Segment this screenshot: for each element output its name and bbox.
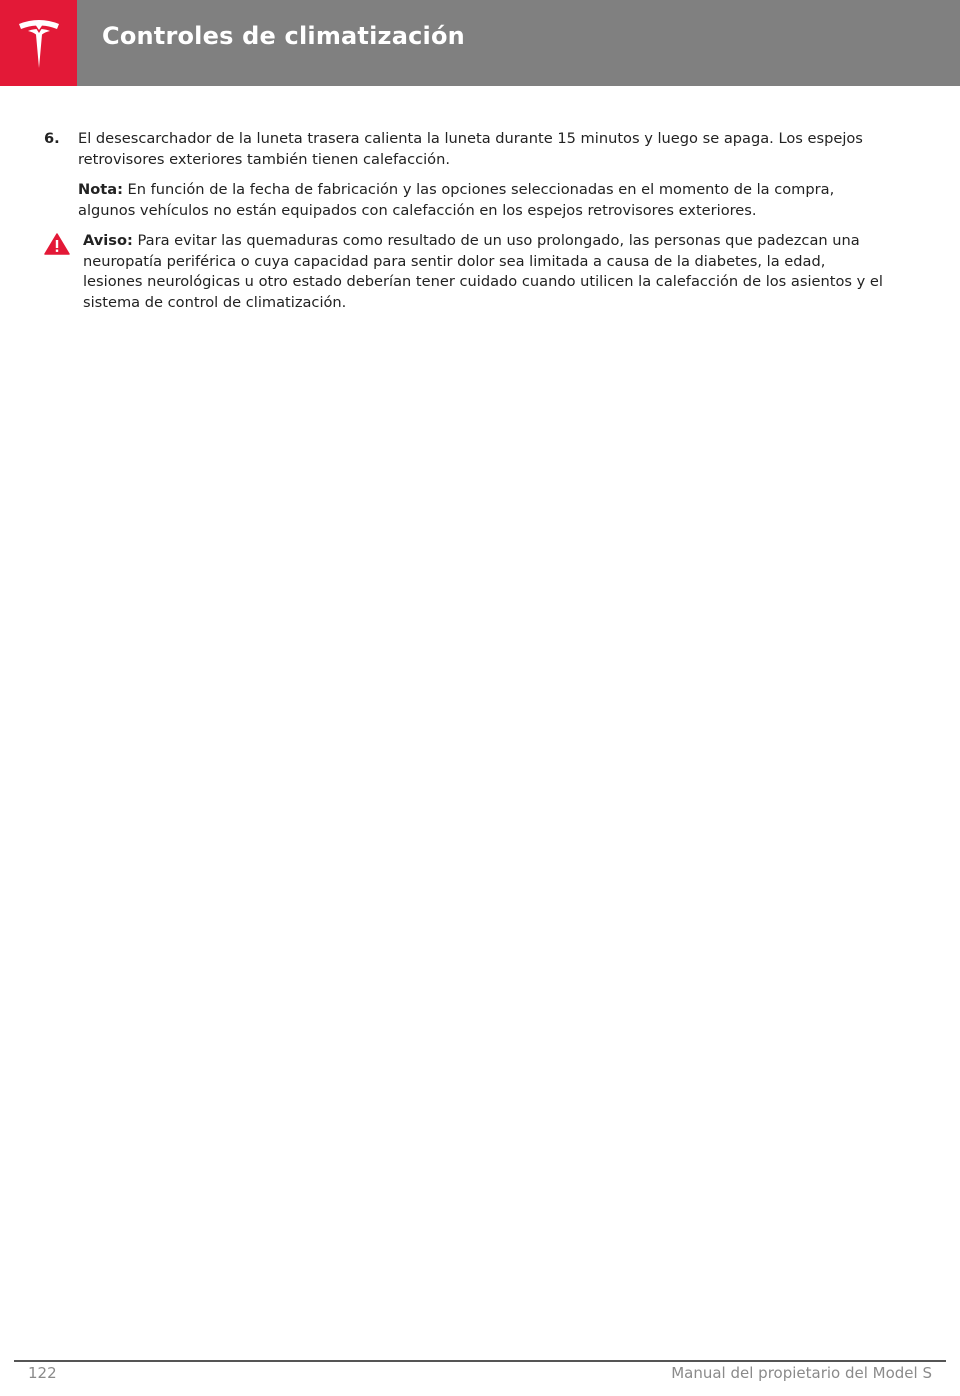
page-title: Controles de climatización [102,22,465,50]
note-text: En función de la fecha de fabricación y las opciones seleccionadas en el momento de la compra, algunos vehículos no están equipados con calefacción en los espejos retrovisores exteriores. [78,181,835,219]
footer-divider [14,1360,946,1362]
note-block [44,180,884,221]
tesla-logo-icon [0,0,77,86]
page-number: 122 [28,1364,57,1382]
warning-text: Para evitar las quemaduras como resultado de un uso prolongado, las personas que padezcan una neuropatía periférica o cuya capacidad para sentir dolor sea limitada a causa de la diabetes, la edad, lesiones neurológicas u otro estado deberían tener cuidado cuando utilicen la calefacción de los asientos y el sistema de control de climatización. [83,232,883,311]
page-content [44,129,884,313]
manual-title: Manual del propietario del Model S [671,1364,932,1382]
warning-label: Aviso: [83,232,133,249]
list-item-text: El desescarchador de la luneta trasera calienta la luneta durante 15 minutos y luego se apaga. Los espejos retrovisores exteriores también tienen calefacción. [78,130,863,168]
list-item-number: 6. [44,130,60,147]
list-item [44,129,884,170]
warning-block [44,231,884,313]
note-label: Nota: [78,181,123,198]
warning-triangle-icon [44,233,70,255]
page-header [0,0,960,86]
